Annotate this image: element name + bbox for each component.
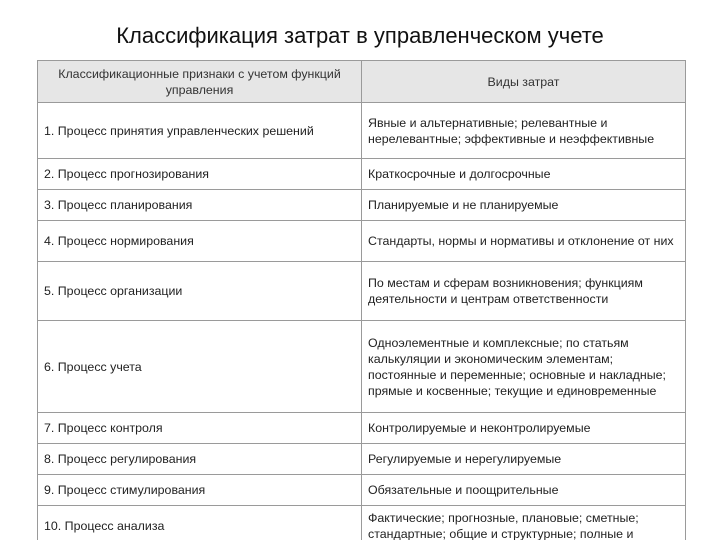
table-row [38, 444, 686, 475]
table-row [38, 221, 686, 262]
cost-types-cell: Контролируемые и неконтролируемые [362, 413, 686, 444]
cost-types-cell: Обязательные и поощрительные [362, 475, 686, 506]
cost-types-cell: Планируемые и не планируемые [362, 190, 686, 221]
feature-cell: 7. Процесс контроля [38, 413, 362, 444]
table-row [38, 475, 686, 506]
table-row [38, 506, 686, 540]
cost-types-cell: Регулируемые и нерегулируемые [362, 444, 686, 475]
feature-cell: 5. Процесс организации [38, 262, 362, 321]
table-row [38, 321, 686, 413]
feature-cell: 2. Процесс прогнозирования [38, 159, 362, 190]
cost-types-cell: Краткосрочные и долгосрочные [362, 159, 686, 190]
feature-cell: 9. Процесс стимулирования [38, 475, 362, 506]
column-header-features: Классификационные признаки с учетом функций управления [38, 61, 362, 103]
cost-classification-table [37, 60, 686, 540]
table-row [38, 413, 686, 444]
table-row [38, 262, 686, 321]
table-header-row [38, 61, 686, 103]
feature-cell: 4. Процесс нормирования [38, 221, 362, 262]
cost-types-cell: По местам и сферам возникновения; функциям деятельности и центрам ответственности [362, 262, 686, 321]
table-row [38, 103, 686, 159]
feature-cell: 8. Процесс регулирования [38, 444, 362, 475]
cost-types-cell: Стандарты, нормы и нормативы и отклонение от них [362, 221, 686, 262]
column-header-cost-types: Виды затрат [362, 61, 686, 103]
table-row [38, 190, 686, 221]
feature-cell: 10. Процесс анализа [38, 506, 362, 540]
page-title: Классификация затрат в управленческом учете [116, 23, 604, 48]
feature-cell: 6. Процесс учета [38, 321, 362, 413]
cost-types-cell: Фактические; прогнозные, плановые; сметные; стандартные; общие и структурные; полные и [362, 506, 686, 540]
feature-cell: 1. Процесс принятия управленческих решений [38, 103, 362, 159]
cost-types-cell: Одноэлементные и комплексные; по статьям калькуляции и экономическим элементам; постоянные и переменные; основные и накладные; прямые и косвенные; текущие и единовременные [362, 321, 686, 413]
table-row [38, 159, 686, 190]
feature-cell: 3. Процесс планирования [38, 190, 362, 221]
cost-types-cell: Явные и альтернативные; релевантные и нерелевантные; эффективные и неэффективные [362, 103, 686, 159]
